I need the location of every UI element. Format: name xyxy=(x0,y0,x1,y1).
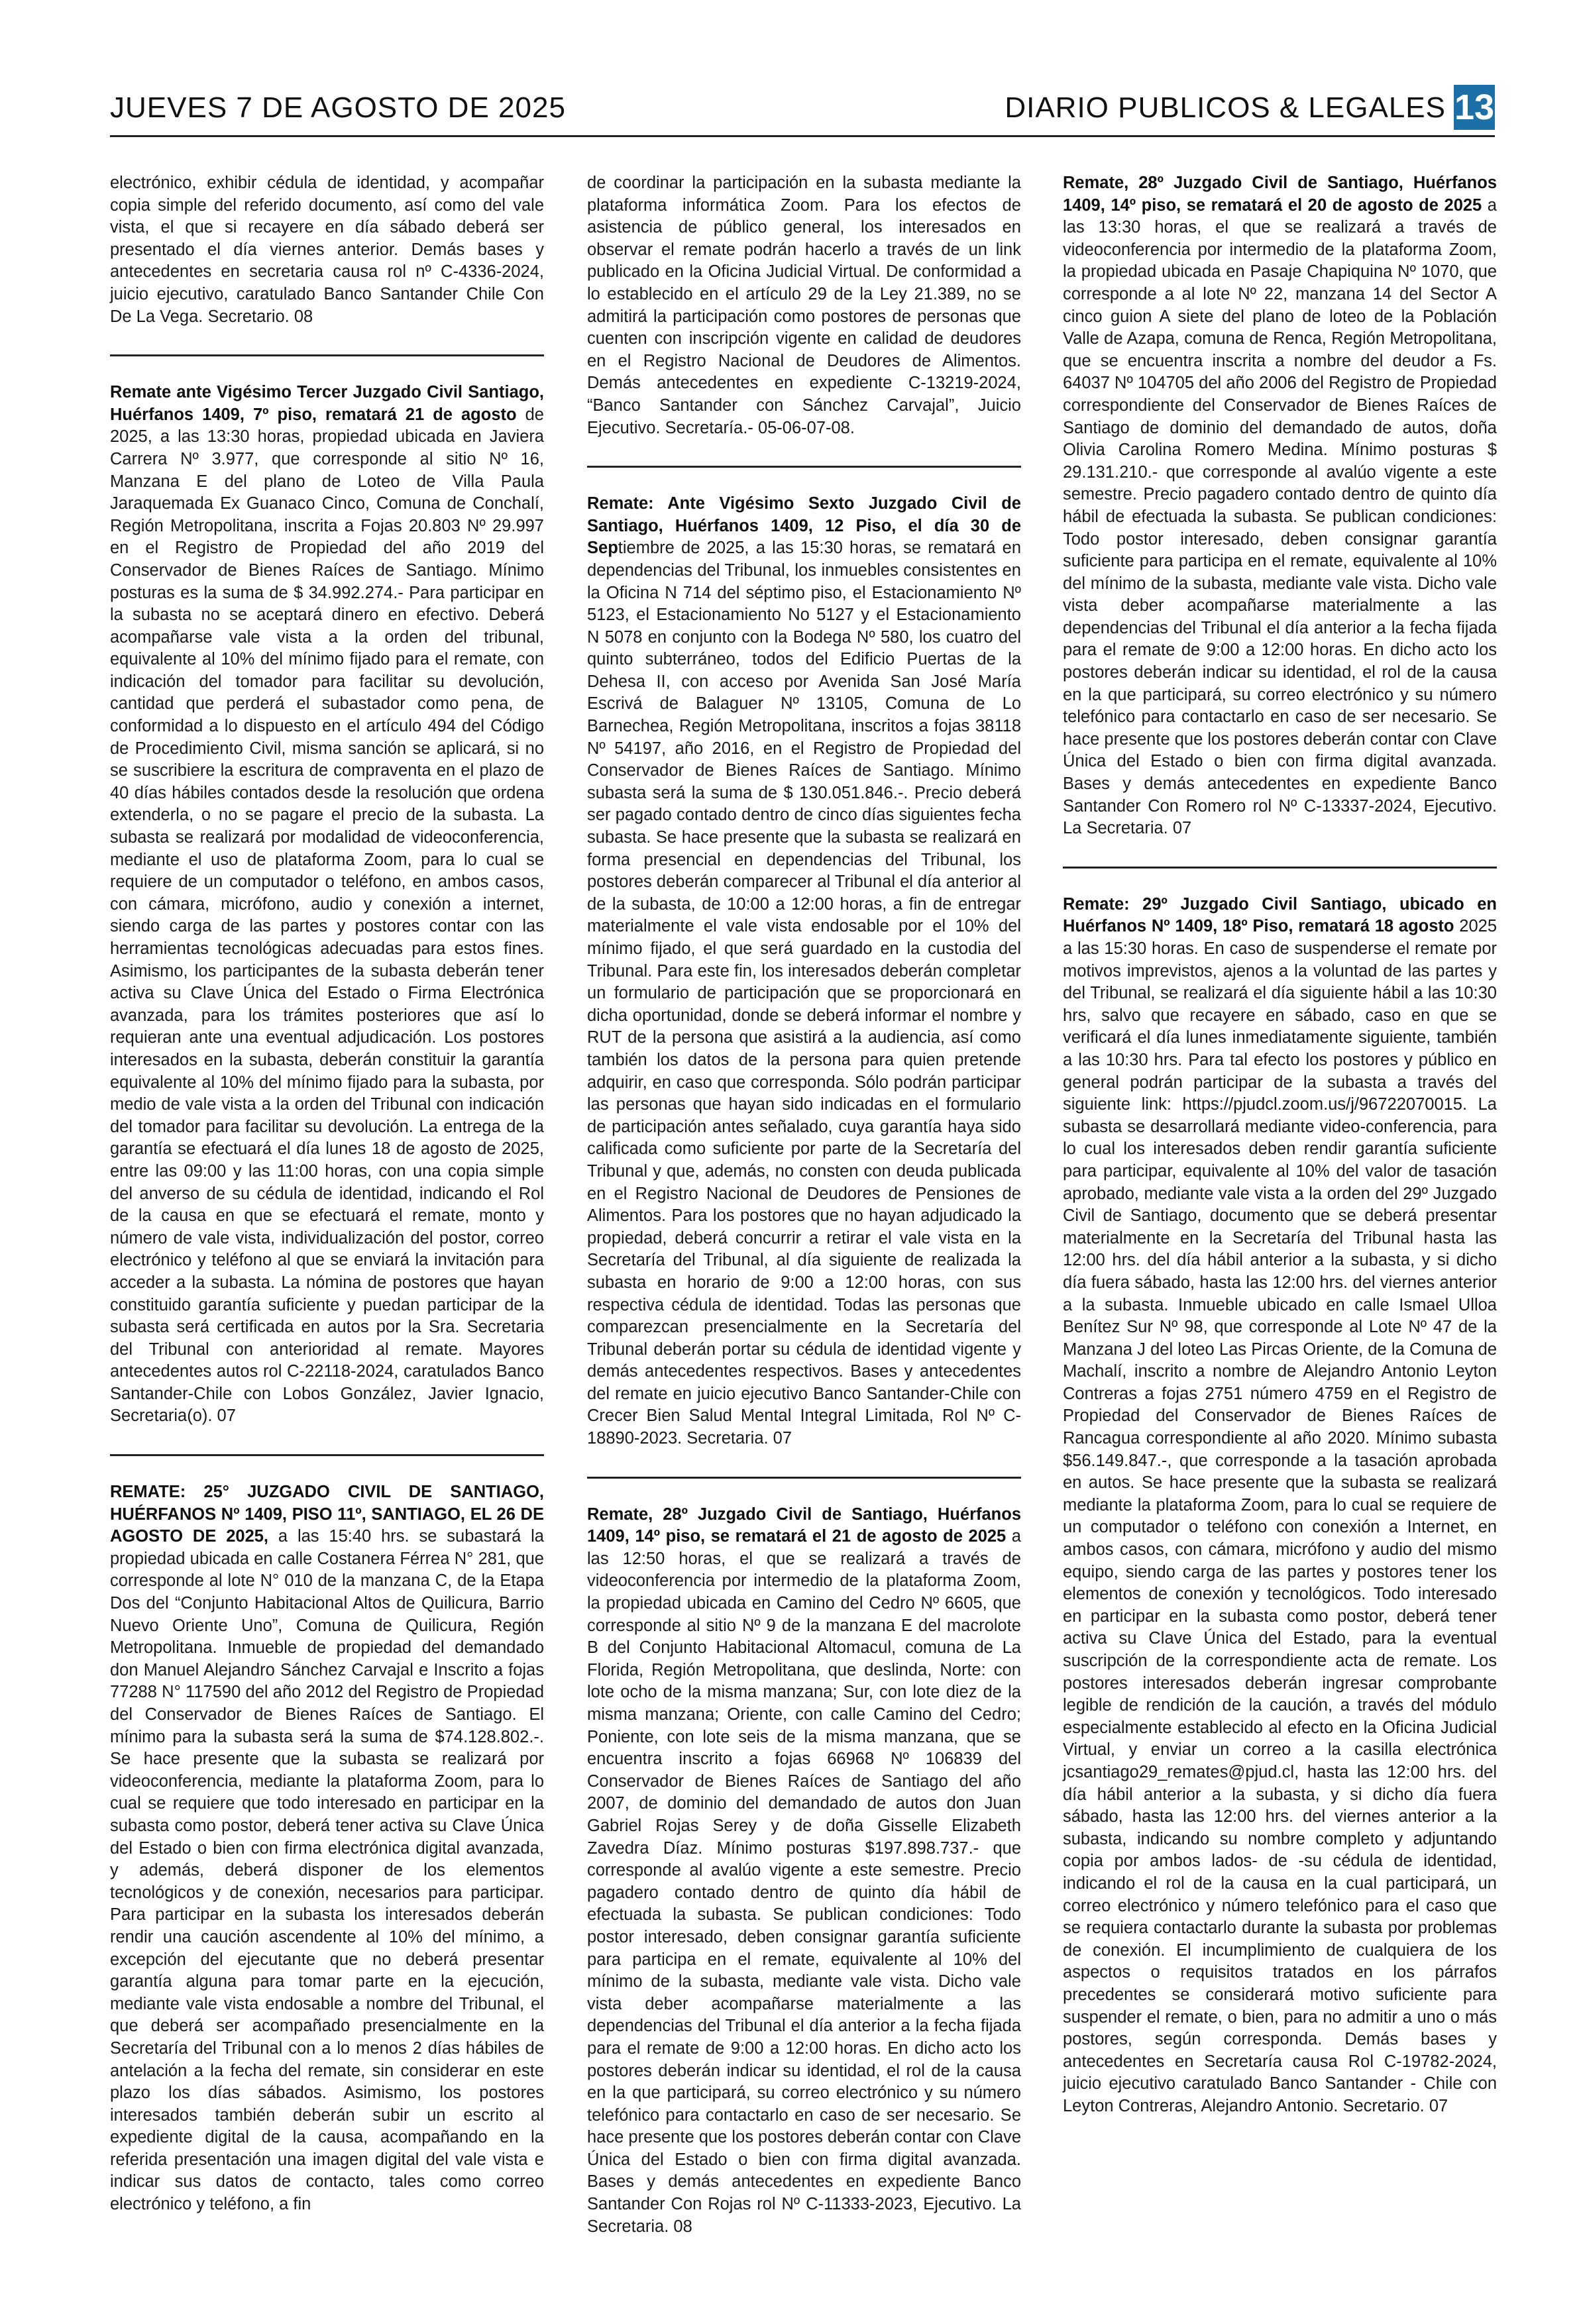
legal-notice xyxy=(587,1504,1021,2239)
notice-lead: REMATE: 25° JUZGADO CIVIL DE SANTIAGO, HUÉRFANOS Nº 1409, PISO 11º, SANTIAGO, EL 26 DE AGOSTO DE 2025, xyxy=(110,1483,544,1546)
column-1 xyxy=(110,172,544,2216)
notice-divider xyxy=(587,1477,1021,1479)
legal-notice xyxy=(587,493,1021,1450)
notice-body: a las 15:40 hrs. se subastará la propiedad ubicada en calle Costanera Férrea N° 281, que corresponde al lote N° 010 de la manzana C, de la Etapa Dos del “Conjunto Habitacional Altos de Quilicura, Barrio Nuevo Oriente Uno”, Comuna de Quilicura, Región Metropolitana. Inmueble de propiedad del demandado don Manuel Alejandro Sánchez Carvajal e Inscrito a fojas 77288 N° 117590 del año 2012 del Registro de Propiedad del Conservador de Bienes Raíces de Santiago. El mínimo para la subasta será la suma de $74.128.802.-. Se hace presente que la subasta se realizará por videoconferencia, mediante la plataforma Zoom, para lo cual se requiere que todo interesado en participar en la subasta como postor, deberá tener activa su Clave Única del Estado o bien con firma electrónica digital avanzada, y además, deberá disponer de los elementos tecnológicos y de conexión, necesarios para participar. Para participar en la subasta los interesados deberán rendir una caución ascendente al 10% del mínimo, a excepción del ejecutante que no deberá presentar garantía alguna para tomar parte en la ejecución, mediante vale vista endosable a nombre del Tribunal, el que deberá ser acompañado presencialmente en la Secretaría del Tribunal con a lo menos 2 días hábiles de antelación a la fecha del remate, sin considerar en este plazo los días sábados. Asimismo, los postores interesados también deberán subir un escrito al expediente digital de la causa, acompañando en la referida presentación una imagen digital del vale vista e indicar sus datos de contacto, tales como correo electrónico y teléfono, a fin xyxy=(110,1527,544,2214)
notice-body: electrónico, exhibir cédula de identidad, y acompañar copia simple del referido documento, así como del vale vista, el que si recayere en día sábado deberá ser presentado el día viernes anterior. Demás bases y antecedentes en secretaria causa rol nº C-4336-2024, juicio ejecutivo, caratulado Banco Santander Chile Con De La Vega. Secretario. 08 xyxy=(110,174,544,326)
notice-divider xyxy=(1063,867,1497,869)
notice-divider xyxy=(110,1454,544,1456)
notice-body: tiembre de 2025, a las 15:30 horas, se rematará en dependencias del Tribunal, los inmuebles consistentes en la Oficina N 714 del séptimo piso, el Estacionamiento Nº 5123, el Estacionamiento No 5127 y el Estacionamiento N 5078 en conjunto con la Bodega Nº 580, los cuatro del quinto subterráneo, todos del Edificio Puertas de la Dehesa II, con acceso por Avenida San José María Escrivá de Balaguer Nº 13105, Comuna de Lo Barnechea, Región Metropolitana, inscritos a fojas 38118 Nº 54197, año 2016, en el Registro de Propiedad del Conservador de Bienes Raíces de Santiago. Mínimo subasta será la suma de $ 130.051.846.-. Precio deberá ser pagado contado dentro de cinco días siguientes fecha subasta. Se hace presente que la subasta se realizará en forma presencial en dependencias del Tribunal, los postores deberán comparecer al Tribunal el día anterior al de la subasta, de 10:00 a 12:00 horas, a fin de entregar materialmente el vale vista endosable por el 10% del mínimo fijado, el que será guardado en la custodia del Tribunal. Para este fin, los interesados deberán completar un formulario de participación que se proporcionará en dicha oportunidad, donde se deberá informar el nombre y RUT de la persona que asistirá a la audiencia, así como también los datos de la persona para quien pretende adquirir, en caso que corresponda. Sólo podrán participar las personas que hayan sido indicadas en el formulario de participación antes señalado, cuya garantía haya sido calificada como suficiente por parte de la Secretaría del Tribunal y que, además, no consten con deuda publicada en el Registro Nacional de Deudores de Pensiones de Alimentos. Para los postores que no hayan adjudicado la propiedad, deberá concurrir a retirar el vale vista en la Secretaría del Tribunal, al día siguiente de realizada la subasta en horario de 9:00 a 12:00 horas, con sus respectiva cédula de identidad. Todas las personas que comparezcan presencialmente en la Secretaría del Tribunal deberán portar su cédula de identidad vigente y demás antecedentes respectivos. Bases y antecedentes del remate en juicio ejecutivo Banco Santander-Chile con Crecer Bien Salud Mental Integral Limitada, Rol Nº C-18890-2023. Secretaria. 07 xyxy=(587,539,1021,1448)
legal-notice xyxy=(1063,894,1497,2118)
notice-body: a las 13:30 horas, el que se realizará a través de videoconferencia por intermedio de la plataforma Zoom, la propiedad ubicada en Pasaje Chapiquina Nº 1070, que corresponde a al lote Nº 22, manzana 14 del Sector A cinco guion A siete del plano de loteo de la Población Valle de Azapa, comuna de Renca, Región Metropolitana, que se encuentra inscrita a nombre del deudor a Fs. 64037 Nº 104705 del año 2006 del Registro de Propiedad correspondiente del Conservador de Bienes Raíces de Santiago de dominio del demandado de autos, doña Olivia Carolina Romero Medina. Mínimo posturas $ 29.131.210.- que corresponde al avalúo vigente a este semestre. Precio pagadero contado dentro de quinto día hábil de efectuada la subasta. Se publican condiciones: Todo postor interesado, deben consignar garantía suficiente para participa en el remate, equivalente al 10% del mínimo de la subasta, mediante vale vista. Dicho vale vista deber acompañarse materialmente a las dependencias del Tribunal el día anterior a la fecha fijada para el remate de 9:00 a 12:00 horas. En dicho acto los postores deberán indicar su identidad, el rol de la causa en la que participará, su correo electrónico y su número telefónico para contactarlo en caso de ser necesario. Se hace presente que los postores deberán contar con Clave Única del Estado o bien con firma digital avanzada. Bases y demás antecedentes en expediente Banco Santander Con Romero rol Nº C-13337-2024, Ejecutivo. La Secretaria. 07 xyxy=(1063,195,1497,838)
notice-lead: Remate: 29º Juzgado Civil Santiago, ubicado en Huérfanos Nº 1409, 18º Piso, rematará 18 agosto xyxy=(1063,894,1497,936)
publication-title: DIARIO PUBLICOS & LEGALES xyxy=(1005,91,1446,124)
column-2 xyxy=(587,172,1021,2238)
legal-notice xyxy=(1063,172,1497,840)
notice-lead: Remate, 28º Juzgado Civil de Santiago, Huérfanos 1409, 14º piso, se rematará el 20 de agosto de 2025 xyxy=(1063,174,1497,215)
legal-notice xyxy=(110,172,544,328)
notice-lead: Remate: Ante Vigésimo Sexto Juzgado Civil de Santiago, Huérfanos 1409, 12 Piso, el día 30 de Sep xyxy=(587,494,1021,558)
column-3 xyxy=(1063,172,1497,2117)
notice-divider xyxy=(587,466,1021,468)
legal-notice xyxy=(110,382,544,1428)
notice-body: a las 12:50 horas, el que se realizará a través de videoconferencia por intermedio de la plataforma Zoom, la propiedad ubicada en Camino del Cedro Nº 6605, que corresponde al sitio Nº 9 de la manzana E del macrolote B del Conjunto Habitacional Altomacul, comuna de La Florida, Región Metropolitana, que deslinda, Norte: con lote ocho de la misma manzana; Sur, con lote diez de la misma manzana; Oriente, con calle Camino del Cedro; Poniente, con lote seis de la misma manzana, que se encuentra inscrito a fojas 66968 Nº 106839 del Conservador de Bienes Raíces de Santiago del año 2007, de dominio del demandado de autos don Juan Gabriel Rojas Serey y de doña Gisselle Elizabeth Zavedra Díaz. Mínimo posturas $197.898.737.- que corresponde al avalúo vigente a este semestre. Precio pagadero contado dentro de quinto día hábil de efectuada la subasta. Se publican condiciones: Todo postor interesado, deben consignar garantía suficiente para participa en el remate, equivalente al 10% del mínimo de la subasta, mediante vale vista. Dicho vale vista deber acompañarse materialmente a las dependencias del Tribunal el día anterior a la fecha fijada para el remate de 9:00 a 12:00 horas. En dicho acto los postores deberán indicar su identidad, el rol de la causa en la que participará, su correo electrónico y su número telefónico para contactarlo en caso de ser necesario. Se hace presente que los postores deberán contar con Clave Única del Estado o bien con firma digital avanzada. Bases y demás antecedentes en expediente Banco Santander Con Rojas rol Nº C-11333-2023, Ejecutivo. La Secretaria. 08 xyxy=(587,1527,1021,2236)
notice-divider xyxy=(110,354,544,356)
page-header xyxy=(110,85,1495,134)
notice-body: 2025 a las 15:30 horas. En caso de suspenderse el remate por motivos imprevistos, ajenos a la voluntad de las partes y del Tribunal, se realizará el día siguiente hábil a las 10:30 hrs, salvo que recayere en sábado, caso en que se verificará el día lunes inmediatamente siguiente, también a las 10:30 hrs. Para tal efecto los postores y público en general podrán participar de la subasta a través del siguiente link: https://pjudcl.zoom.us/j/96722070015. La subasta se desarrollará mediante video-conferencia, para lo cual los interesados deben rendir garantía suficiente para participar, equivalente al 10% del valor de tasación aprobado, mediante vale vista a la orden del 29º Juzgado Civil de Santiago, documento que se deberá presentar materialmente en la Secretaría del Tribunal hasta las 12:00 hrs. del día hábil anterior a la subasta, y si dicho día fuera sábado, hasta las 12:00 hrs. del viernes anterior a la subasta. Inmueble ubicado en calle Ismael Ulloa Benítez Sur Nº 98, que corresponde al Lote Nº 47 de la Manzana J del loteo Las Pircas Oriente, de la Comuna de Machalí, inscrito a nombre de Alejandro Antonio Leyton Contreras a fojas 2751 número 4759 en el Registro de Propiedad del Conservador de Bienes Raíces de Rancagua correspondiente al año 2020. Mínimo subasta $56.149.847.-, que corresponde a la tasación aprobada en autos. Se hace presente que la subasta se realizará mediante la plataforma Zoom, para lo cual se requiere de un computador o teléfono con conexión a Internet, en ambos casos, con cámara, micrófono y audio del mismo equipo, siendo carga de las partes y postores tener los elementos de conexión y tecnológicos. Todo interesado en participar en la subasta como postor, deberá tener activa su Clave Única del Estado, para la eventual suscripción de la correspondiente acta de remate. Los postores interesados deberán ingresar comprobante legible de rendición de la caución, a través del módulo especialmente establecido al efecto en la Oficina Judicial Virtual, y enviar un correo a la casilla electrónica jcsantiago29_remates@pjud.cl, hasta las 12:00 hrs. del día hábil anterior a la subasta, y si dicho día fuera sábado, hasta las 12:00 hrs. del viernes anterior a la subasta, indicando su nombre completo y adjuntando copia por ambos lados- de -su cédula de identidad, indicando el rol de la causa en la cual participará, un correo electrónico y número telefónico para el caso que se requiera contactarlo durante la subasta por problemas de conexión. El incumplimiento de cualquiera de los aspectos o requisitos tratados en los párrafos precedentes se considerará motivo suficiente para suspender el remate, o bien, para no admitir a uno o más postores, según corresponda. Demás bases y antecedentes en Secretaría causa Rol C-19782-2024, juicio ejecutivo caratulado Banco Santander - Chile con Leyton Contreras, Alejandro Antonio. Secretario. 07 xyxy=(1063,917,1498,2115)
legal-notice xyxy=(110,1481,544,2216)
header-rule xyxy=(110,135,1495,137)
issue-date: JUEVES 7 DE AGOSTO DE 2025 xyxy=(110,91,566,124)
legal-notice xyxy=(587,172,1021,439)
notice-body: de coordinar la participación en la subasta mediante la plataforma informática Zoom. Para los efectos de asistencia de público general, los interesados en observar el remate podrán hacerlo a través de un link publicado en la Oficina Judicial Virtual. De conformidad a lo establecido en el artículo 29 de la Ley 21.389, no se admitirá la participación como postores de personas que cuenten con inscripción vigente en calidad de deudores en el Registro Nacional de Deudores de Alimentos. Demás antecedentes en expediente C-13219-2024, “Banco Santander con Sánchez Carvajal”, Juicio Ejecutivo. Secretaría.- 05-06-07-08. xyxy=(587,174,1021,437)
notice-lead: Remate ante Vigésimo Tercer Juzgado Civil Santiago, Huérfanos 1409, 7º piso, rematará 21 de agosto xyxy=(110,383,544,424)
notice-body: de 2025, a las 13:30 horas, propiedad ubicada en Javiera Carrera Nº 3.977, que corresponde al sitio Nº 16, Manzana E del plano de Loteo de Villa Paula Jaraquemada Ex Guanaco Cinco, Comuna de Conchalí, Región Metropolitana, inscrita a Fojas 20.803 Nº 29.997 en el Registro de Propiedad del año 2019 del Conservador de Bienes Raíces de Santiago. Mínimo posturas es la suma de $ 34.992.274.- Para participar en la subasta no se aceptará dinero en efectivo. Deberá acompañarse vale vista a la orden del tribunal, equivalente al 10% del mínimo fijado para el remate, con indicación del tomador para facilitar su devolución, cantidad que perderá el subastador como pena, de conformidad a lo dispuesto en el artículo 494 del Código de Procedimiento Civil, misma sanción se aplicará, si no se suscribiere la escritura de compraventa en el plazo de 40 días hábiles contados desde la resolución que ordena extenderla, o no se pagare el precio de la subasta. La subasta se realizará por modalidad de videoconferencia, mediante el uso de plataforma Zoom, para lo cual se requiere de un computador o teléfono, en ambos casos, con cámara, micrófono, audio y conexión a internet, siendo carga de las partes y postores contar con las herramientas tecnológicas adecuadas para estos fines. Asimismo, los participantes de la subasta deberán tener activa su Clave Única del Estado o Firma Electrónica avanzada, para los trámites posteriores que así lo requieran ante una eventual adjudicación. Los postores interesados en la subasta, deberán constituir la garantía equivalente al 10% del mínimo fijado para la subasta, por medio de vale vista a la orden del Tribunal con indicación del tomador para facilitar su devolución. La entrega de la garantía se efectuará el día lunes 18 de agosto de 2025, entre las 09:00 y las 11:00 horas, con una copia simple del anverso de su cédula de identidad, indicando el Rol de la causa en que se efectuará el remate, monto y número de vale vista, individualización del postor, correo electrónico y teléfono al que se enviará la invitación para acceder a la subasta. La nómina de postores que hayan constituido garantía suficiente y puedan participar de la subasta será certificada en autos por la Sra. Secretaria del Tribunal con anterioridad al remate. Mayores antecedentes autos rol C-22118-2024, caratulados Banco Santander-Chile con Lobos González, Javier Ignacio, Secretaria(o). 07 xyxy=(110,405,544,1426)
page-number: 13 xyxy=(1454,85,1495,130)
notice-lead: Remate, 28º Juzgado Civil de Santiago, Huérfanos 1409, 14º piso, se rematará el 21 de agosto de 2025 xyxy=(587,1505,1021,1546)
